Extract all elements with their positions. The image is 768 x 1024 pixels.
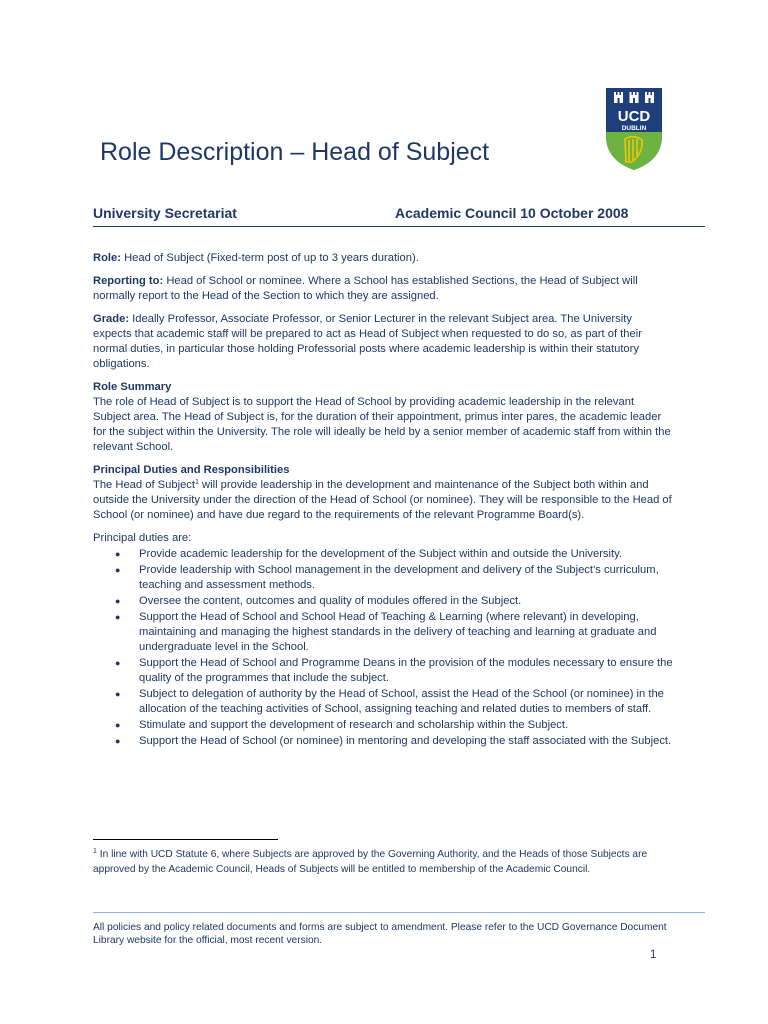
duties-intro: Principal duties are: [93, 532, 192, 544]
duty-text: Stimulate and support the development of research and scholarship within the Subject. [139, 719, 569, 731]
footnote-divider [93, 839, 278, 840]
ucd-crest-logo [604, 86, 664, 172]
bullet-icon: ● [115, 565, 121, 575]
duty-text: Oversee the content, outcomes and quality of modules offered in the Subject. [139, 595, 522, 607]
duty-item [93, 594, 673, 609]
footer-disclaimer: All policies and policy related documents and forms are subject to amendment. Please refer to the UCD Governance Document Library website for the official, most recent version. [93, 922, 667, 946]
grade-text: Ideally Professor, Associate Professor, or Senior Lecturer in the relevant Subject area. The University expects that academic staff will be prepared to act as Head of Subject when requested to do so, as part of their normal duties, in particular those holding Professorial posts where academic leadership is within their statutory obligations. [93, 313, 642, 370]
footnote [93, 847, 683, 877]
bullet-icon: ● [115, 720, 121, 730]
document-body [93, 251, 673, 750]
reporting-paragraph [93, 274, 673, 304]
duty-text: Provide academic leadership for the development of the Subject within and outside the University. [139, 548, 622, 560]
grade-label: Grade: [93, 313, 130, 325]
duty-item [93, 687, 673, 717]
role-paragraph [93, 251, 673, 266]
footer-divider [93, 912, 705, 913]
bullet-icon: ● [115, 736, 121, 746]
duty-text: Support the Head of School and School Head of Teaching & Learning (where relevant) in developing, maintaining and managing the highest standards in the delivery of teaching and learning at graduate and undergraduate level in the School. [139, 611, 657, 653]
duty-item [93, 547, 673, 562]
reporting-text: Head of School or nominee. Where a School has established Sections, the Head of Subject will normally report to the Head of the Section to which they are assigned. [93, 275, 638, 302]
bullet-icon: ● [115, 689, 121, 699]
bullet-icon: ● [115, 596, 121, 606]
page-number: 1 [650, 949, 657, 961]
svg-text:UCD: UCD [617, 108, 651, 125]
svg-text:DUBLIN: DUBLIN [621, 125, 647, 132]
duty-text: Subject to delegation of authority by the Head of School, assist the Head of the School (or nominee) in the allocation of the teaching activities of School, assigning teaching and related duties to members of staff. [139, 688, 664, 715]
reporting-label: Reporting to: [93, 275, 164, 287]
principal-text-end: will provide leadership in the development and maintenance of the Subject both within and outside the University under the direction of the Head of School (or nominee). They will be responsible to the Head of School (or nominee) and have due regard to the requirements of the relevant Programme Board(s). [93, 479, 672, 521]
duty-text: Support the Head of School and Programme Deans in the provision of the modules necessary to ensure the quality of the programmes that include the subject. [139, 657, 673, 684]
role-summary-text: The role of Head of Subject is to support the Head of School by providing academic leadership in the relevant Subject area. The Head of Subject is, for the duration of their appointment, primus inter pares, the academic leader for the subject within the University. The role will ideally be held by a senior member of academic staff from within the relevant School. [93, 396, 671, 453]
role-summary-heading: Role Summary [93, 381, 172, 393]
role-label: Role: [93, 252, 121, 264]
bullet-icon: ● [115, 549, 121, 559]
footnote-text: In line with UCD Statute 6, where Subjects are approved by the Governing Authority, and the Heads of those Subjects are approved by the Academic Council, Heads of Subjects will be entitled to membership of the Academic Council. [93, 849, 648, 875]
council-date: Academic Council 10 October 2008 [395, 205, 629, 221]
principal-duties-heading: Principal Duties and Responsibilities [93, 464, 290, 476]
duty-text: Support the Head of School (or nominee) in mentoring and developing the staff associated with the Subject. [139, 735, 672, 747]
bullet-icon: ● [115, 658, 121, 668]
department-name: University Secretariat [93, 205, 237, 221]
duties-list [93, 547, 673, 749]
duty-item [93, 656, 673, 686]
page-title: Role Description – Head of Subject [100, 138, 490, 166]
duty-text: Provide leadership with School management in the development and delivery of the Subject’s curriculum, teaching and assessment methods. [139, 564, 659, 591]
principal-text-start: The Head of Subject [93, 479, 195, 491]
principal-duties-text [93, 478, 673, 523]
bullet-icon: ● [115, 612, 121, 622]
footnote-mark: 1 [93, 848, 97, 855]
duty-item [93, 563, 673, 593]
role-text: Head of Subject (Fixed-term post of up to 3 years duration). [120, 252, 419, 264]
grade-paragraph [93, 312, 673, 372]
duty-item [93, 718, 673, 733]
duty-item [93, 734, 673, 749]
header-divider [93, 226, 705, 227]
duty-item [93, 610, 673, 655]
footnote-reference[interactable]: 1 [195, 479, 199, 486]
